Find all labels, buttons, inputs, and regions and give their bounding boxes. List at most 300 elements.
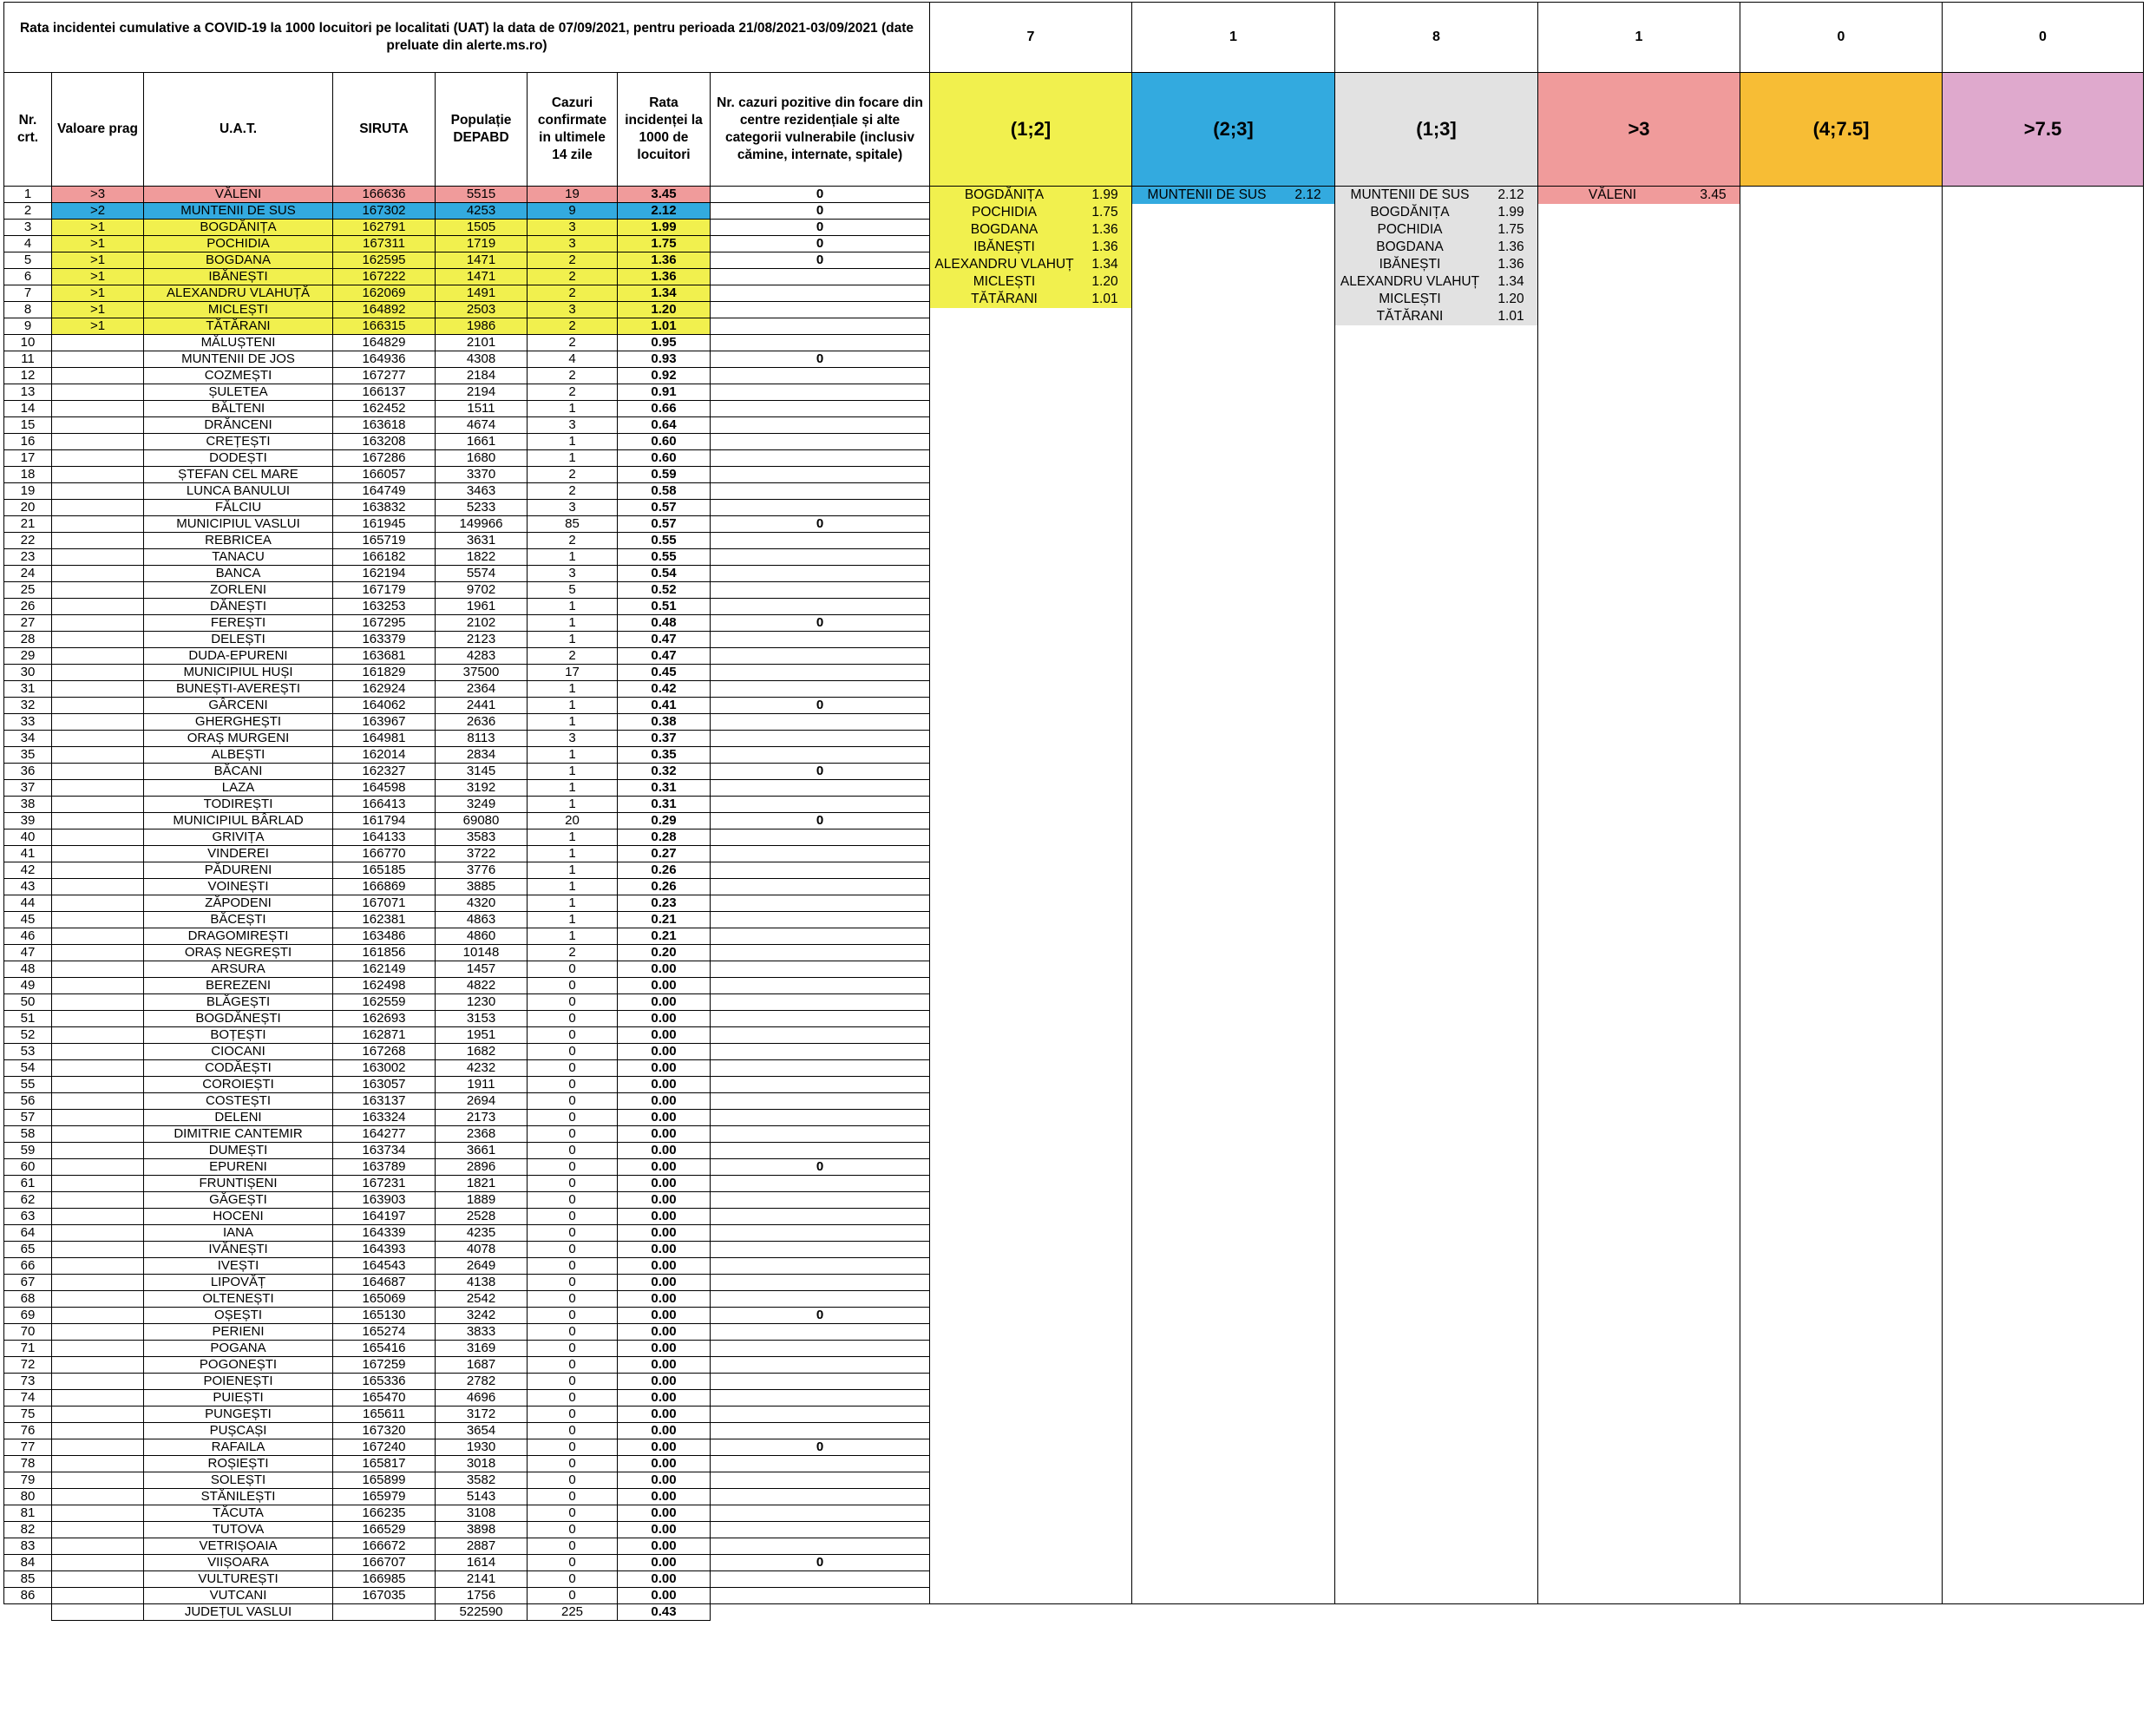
uat-cell: RAFAILA	[144, 1439, 333, 1456]
cazuri-cell: 3	[528, 220, 618, 236]
header-prag: Valoare prag	[52, 73, 144, 187]
category-list-item	[930, 273, 1131, 291]
focare-cell: 0	[711, 203, 930, 220]
rata-cell: 0.26	[618, 862, 711, 879]
uat-cell: OȘEȘTI	[144, 1308, 333, 1324]
rata-cell: 0.91	[618, 384, 711, 401]
uat-cell: MUNICIPIUL BÂRLAD	[144, 813, 333, 829]
siruta-cell: 164981	[333, 731, 436, 747]
focare-cell	[711, 566, 930, 582]
rata-cell: 0.54	[618, 566, 711, 582]
cazuri-cell: 1	[528, 780, 618, 797]
cazuri-cell: 1	[528, 895, 618, 912]
siruta-cell: 165274	[333, 1324, 436, 1341]
populatie-cell: 1687	[436, 1357, 528, 1374]
uat-cell: CREȚEȘTI	[144, 434, 333, 450]
cazuri-cell: 2	[528, 533, 618, 549]
prag-cell	[52, 1407, 144, 1423]
prag-cell: >3	[52, 187, 144, 203]
rata-cell: 0.57	[618, 500, 711, 516]
focare-cell	[711, 780, 930, 797]
nr-cell: 48	[4, 961, 52, 978]
rata-cell: 0.00	[618, 1571, 711, 1588]
rata-cell: 0.59	[618, 467, 711, 483]
focare-cell	[711, 1044, 930, 1060]
populatie-cell: 4235	[436, 1225, 528, 1242]
rata-cell: 0.00	[618, 1176, 711, 1192]
cazuri-cell: 0	[528, 1192, 618, 1209]
uat-cell: COSTEȘTI	[144, 1093, 333, 1110]
siruta-cell: 162069	[333, 285, 436, 302]
siruta-cell: 167295	[333, 615, 436, 632]
category-item-name: BOGDĂNIȚA	[1370, 205, 1450, 220]
prag-cell	[52, 829, 144, 846]
siruta-cell: 162693	[333, 1011, 436, 1027]
cazuri-cell: 1	[528, 450, 618, 467]
siruta-cell: 163832	[333, 500, 436, 516]
prag-cell	[52, 862, 144, 879]
nr-cell: 1	[4, 187, 52, 203]
cazuri-cell: 0	[528, 1060, 618, 1077]
siruta-cell: 167071	[333, 895, 436, 912]
category-item-name: POCHIDIA	[1377, 222, 1443, 237]
prag-cell	[52, 846, 144, 862]
cazuri-cell: 17	[528, 665, 618, 681]
populatie-cell: 3722	[436, 846, 528, 862]
total-rata: 0.43	[618, 1604, 711, 1621]
focare-cell	[711, 434, 930, 450]
focare-cell: 0	[711, 1555, 930, 1571]
nr-cell: 77	[4, 1439, 52, 1456]
siruta-cell: 166636	[333, 187, 436, 203]
nr-cell: 7	[4, 285, 52, 302]
focare-cell	[711, 417, 930, 434]
uat-cell: DELEȘTI	[144, 632, 333, 648]
siruta-cell: 164197	[333, 1209, 436, 1225]
prag-cell	[52, 1060, 144, 1077]
nr-cell: 66	[4, 1258, 52, 1275]
populatie-cell: 3661	[436, 1143, 528, 1159]
nr-cell: 3	[4, 220, 52, 236]
populatie-cell: 2101	[436, 335, 528, 351]
rata-cell: 0.00	[618, 1472, 711, 1489]
focare-cell	[711, 1588, 930, 1604]
nr-cell: 4	[4, 236, 52, 252]
total-cazuri: 225	[528, 1604, 618, 1621]
populatie-cell: 1471	[436, 252, 528, 269]
rata-cell: 0.27	[618, 846, 711, 862]
populatie-cell: 69080	[436, 813, 528, 829]
rata-cell: 0.00	[618, 1374, 711, 1390]
category-list-item	[1335, 239, 1537, 256]
focare-cell	[711, 318, 930, 335]
cazuri-cell: 1	[528, 698, 618, 714]
rata-cell: 1.75	[618, 236, 711, 252]
siruta-cell: 163967	[333, 714, 436, 731]
category-list-item	[930, 239, 1131, 256]
rata-cell: 0.60	[618, 434, 711, 450]
rata-cell: 0.00	[618, 1209, 711, 1225]
category-list-column	[930, 187, 1132, 1604]
focare-cell	[711, 895, 930, 912]
siruta-cell: 162149	[333, 961, 436, 978]
prag-cell	[52, 1505, 144, 1522]
cazuri-cell: 3	[528, 731, 618, 747]
populatie-cell: 2782	[436, 1374, 528, 1390]
prag-cell	[52, 1522, 144, 1538]
category-header: (1;2]	[930, 73, 1132, 187]
cazuri-cell: 3	[528, 302, 618, 318]
prag-cell	[52, 1192, 144, 1209]
focare-cell	[711, 1324, 930, 1341]
populatie-cell: 2173	[436, 1110, 528, 1126]
uat-cell: HOCENI	[144, 1209, 333, 1225]
uat-cell: POIENEȘTI	[144, 1374, 333, 1390]
prag-cell	[52, 1439, 144, 1456]
rata-cell: 0.38	[618, 714, 711, 731]
rata-cell: 0.00	[618, 1407, 711, 1423]
uat-cell: LAZA	[144, 780, 333, 797]
nr-cell: 35	[4, 747, 52, 764]
focare-cell: 0	[711, 187, 930, 203]
nr-cell: 13	[4, 384, 52, 401]
cazuri-cell: 1	[528, 632, 618, 648]
rata-cell: 0.92	[618, 368, 711, 384]
rata-cell: 3.45	[618, 187, 711, 203]
rata-cell: 0.00	[618, 1275, 711, 1291]
nr-cell: 37	[4, 780, 52, 797]
prag-cell	[52, 401, 144, 417]
populatie-cell: 1930	[436, 1439, 528, 1456]
prag-cell	[52, 615, 144, 632]
focare-cell	[711, 1341, 930, 1357]
category-item-value: 1.01	[1497, 309, 1524, 324]
uat-cell: ORAȘ NEGREȘTI	[144, 945, 333, 961]
rata-cell: 0.55	[618, 549, 711, 566]
nr-cell: 63	[4, 1209, 52, 1225]
focare-cell: 0	[711, 236, 930, 252]
category-count: 1	[1538, 3, 1740, 73]
uat-cell: CIOCANI	[144, 1044, 333, 1060]
rata-cell: 0.00	[618, 1456, 711, 1472]
prag-cell	[52, 1341, 144, 1357]
populatie-cell: 4232	[436, 1060, 528, 1077]
prag-cell: >1	[52, 252, 144, 269]
category-list	[1538, 187, 1740, 204]
category-item-name: POCHIDIA	[972, 205, 1037, 220]
nr-cell: 82	[4, 1522, 52, 1538]
category-count: 8	[1335, 3, 1538, 73]
uat-cell: ROȘIEȘTI	[144, 1456, 333, 1472]
header-populatie: Populație DEPABD	[436, 73, 528, 187]
category-item-name: IBĂNEȘTI	[1379, 257, 1441, 272]
uat-cell: IANA	[144, 1225, 333, 1242]
cazuri-cell: 1	[528, 862, 618, 879]
focare-cell	[711, 1505, 930, 1522]
focare-cell: 0	[711, 764, 930, 780]
prag-cell	[52, 1126, 144, 1143]
nr-cell: 79	[4, 1472, 52, 1489]
rata-cell: 2.12	[618, 203, 711, 220]
total-blank-siruta	[333, 1604, 436, 1621]
uat-cell: DĂNEȘTI	[144, 599, 333, 615]
siruta-cell: 163903	[333, 1192, 436, 1209]
prag-cell	[52, 1291, 144, 1308]
category-item-value: 1.99	[1091, 187, 1118, 202]
nr-cell: 70	[4, 1324, 52, 1341]
uat-cell: BEREZENI	[144, 978, 333, 994]
category-item-value: 1.36	[1091, 222, 1118, 237]
category-count: 1	[1132, 3, 1335, 73]
category-header: (4;7.5]	[1740, 73, 1943, 187]
populatie-cell: 3192	[436, 780, 528, 797]
category-list	[930, 187, 1131, 308]
prag-cell: >1	[52, 220, 144, 236]
populatie-cell: 1821	[436, 1176, 528, 1192]
populatie-cell: 3654	[436, 1423, 528, 1439]
focare-cell	[711, 549, 930, 566]
populatie-cell: 2887	[436, 1538, 528, 1555]
siruta-cell: 167286	[333, 450, 436, 467]
uat-cell: BUNEȘTI-AVEREȘTI	[144, 681, 333, 698]
populatie-cell: 4283	[436, 648, 528, 665]
total-blank-nr	[4, 1604, 52, 1621]
cazuri-cell: 2	[528, 483, 618, 500]
rata-cell: 0.00	[618, 1159, 711, 1176]
siruta-cell: 165979	[333, 1489, 436, 1505]
uat-cell: LUNCA BANULUI	[144, 483, 333, 500]
rata-cell: 0.00	[618, 1225, 711, 1242]
siruta-cell: 167311	[333, 236, 436, 252]
siruta-cell: 167240	[333, 1439, 436, 1456]
populatie-cell: 2834	[436, 747, 528, 764]
focare-cell: 0	[711, 220, 930, 236]
siruta-cell: 166770	[333, 846, 436, 862]
populatie-cell: 1756	[436, 1588, 528, 1604]
prag-cell	[52, 665, 144, 681]
category-item-name: ALEXANDRU VLAHUȚ	[1340, 274, 1480, 289]
incidence-table	[3, 2, 2144, 1621]
prag-cell: >1	[52, 236, 144, 252]
category-item-value: 1.36	[1497, 257, 1524, 272]
focare-cell	[711, 1192, 930, 1209]
rata-cell: 0.00	[618, 1258, 711, 1275]
category-list	[1132, 187, 1334, 204]
cazuri-cell: 0	[528, 1390, 618, 1407]
nr-cell: 47	[4, 945, 52, 961]
rata-cell: 1.01	[618, 318, 711, 335]
nr-cell: 9	[4, 318, 52, 335]
uat-cell: IVĂNEȘTI	[144, 1242, 333, 1258]
uat-cell: BOGDANA	[144, 252, 333, 269]
uat-cell: FRUNTIȘENI	[144, 1176, 333, 1192]
category-item-name: VĂLENI	[1588, 187, 1637, 202]
populatie-cell: 4078	[436, 1242, 528, 1258]
focare-cell	[711, 1093, 930, 1110]
prag-cell: >1	[52, 302, 144, 318]
category-list-column	[1538, 187, 1740, 1604]
category-item-value: 1.34	[1497, 274, 1524, 289]
uat-cell: ZORLENI	[144, 582, 333, 599]
category-item-value: 1.75	[1497, 222, 1524, 237]
rata-cell: 0.00	[618, 1390, 711, 1407]
cazuri-cell: 0	[528, 1258, 618, 1275]
category-list-item	[930, 204, 1131, 221]
focare-cell: 0	[711, 813, 930, 829]
populatie-cell: 2503	[436, 302, 528, 318]
rata-cell: 0.00	[618, 1505, 711, 1522]
populatie-cell: 3169	[436, 1341, 528, 1357]
prag-cell	[52, 1242, 144, 1258]
uat-cell: BOGDĂNEȘTI	[144, 1011, 333, 1027]
category-item-name: MUNTENII DE SUS	[1350, 187, 1470, 202]
populatie-cell: 3249	[436, 797, 528, 813]
nr-cell: 84	[4, 1555, 52, 1571]
category-header: (1;3]	[1335, 73, 1538, 187]
focare-cell	[711, 1077, 930, 1093]
focare-cell	[711, 269, 930, 285]
page-title: Rata incidentei cumulative a COVID-19 la 1000 locuitori pe localitati (UAT) la data de 07/09/2021, pentru perioada 21/08/2021-03/09/2021 (date preluate din alerte.ms.ro)	[4, 3, 930, 73]
focare-cell	[711, 978, 930, 994]
siruta-cell: 167035	[333, 1588, 436, 1604]
focare-cell	[711, 1472, 930, 1489]
focare-cell	[711, 1060, 930, 1077]
siruta-cell: 162327	[333, 764, 436, 780]
uat-cell: TĂCUTA	[144, 1505, 333, 1522]
prag-cell	[52, 599, 144, 615]
uat-cell: ALEXANDRU VLAHUȚĂ	[144, 285, 333, 302]
table-row	[4, 187, 2144, 203]
siruta-cell: 165130	[333, 1308, 436, 1324]
focare-cell	[711, 1275, 930, 1291]
nr-cell: 58	[4, 1126, 52, 1143]
prag-cell: >1	[52, 285, 144, 302]
category-count: 0	[1740, 3, 1943, 73]
prag-cell	[52, 681, 144, 698]
populatie-cell: 1961	[436, 599, 528, 615]
cazuri-cell: 2	[528, 467, 618, 483]
uat-cell: VUTCANI	[144, 1588, 333, 1604]
cazuri-cell: 1	[528, 846, 618, 862]
uat-cell: BĂCANI	[144, 764, 333, 780]
nr-cell: 60	[4, 1159, 52, 1176]
category-item-value: 1.34	[1091, 257, 1118, 272]
header-rata: Rata incidenței la 1000 de locuitori	[618, 73, 711, 187]
uat-cell: CODĂEȘTI	[144, 1060, 333, 1077]
siruta-cell: 165069	[333, 1291, 436, 1308]
siruta-cell: 167320	[333, 1423, 436, 1439]
uat-cell: GRIVIȚA	[144, 829, 333, 846]
category-item-value: 1.75	[1091, 205, 1118, 220]
siruta-cell: 163379	[333, 632, 436, 648]
total-row	[4, 1604, 2144, 1621]
focare-cell	[711, 797, 930, 813]
nr-cell: 72	[4, 1357, 52, 1374]
siruta-cell: 163618	[333, 417, 436, 434]
rata-cell: 0.58	[618, 483, 711, 500]
uat-cell: TUTOVA	[144, 1522, 333, 1538]
cazuri-cell: 1	[528, 615, 618, 632]
nr-cell: 78	[4, 1456, 52, 1472]
prag-cell	[52, 1027, 144, 1044]
uat-cell: ALBEȘTI	[144, 747, 333, 764]
category-list-column	[1943, 187, 2144, 1604]
rata-cell: 1.20	[618, 302, 711, 318]
uat-cell: IBĂNEȘTI	[144, 269, 333, 285]
nr-cell: 14	[4, 401, 52, 417]
cazuri-cell: 1	[528, 879, 618, 895]
populatie-cell: 3582	[436, 1472, 528, 1489]
siruta-cell: 162924	[333, 681, 436, 698]
focare-cell	[711, 1538, 930, 1555]
focare-cell	[711, 731, 930, 747]
prag-cell	[52, 384, 144, 401]
cazuri-cell: 0	[528, 1110, 618, 1126]
prag-cell	[52, 1110, 144, 1126]
populatie-cell: 1230	[436, 994, 528, 1011]
focare-cell	[711, 1571, 930, 1588]
siruta-cell: 167179	[333, 582, 436, 599]
rata-cell: 0.00	[618, 1143, 711, 1159]
nr-cell: 64	[4, 1225, 52, 1242]
nr-cell: 2	[4, 203, 52, 220]
prag-cell	[52, 1374, 144, 1390]
cazuri-cell: 0	[528, 1357, 618, 1374]
cazuri-cell: 0	[528, 1522, 618, 1538]
rata-cell: 0.00	[618, 1077, 711, 1093]
uat-cell: VĂLENI	[144, 187, 333, 203]
populatie-cell: 2364	[436, 681, 528, 698]
uat-cell: TANACU	[144, 549, 333, 566]
rata-cell: 0.66	[618, 401, 711, 417]
rata-cell: 0.20	[618, 945, 711, 961]
category-item-value: 1.20	[1091, 274, 1118, 289]
prag-cell	[52, 928, 144, 945]
prag-cell	[52, 1423, 144, 1439]
focare-cell	[711, 1027, 930, 1044]
uat-cell: BOȚEȘTI	[144, 1027, 333, 1044]
uat-cell: MUNTENII DE JOS	[144, 351, 333, 368]
uat-cell: BLĂGEȘTI	[144, 994, 333, 1011]
rata-cell: 1.36	[618, 269, 711, 285]
prag-cell	[52, 764, 144, 780]
nr-cell: 50	[4, 994, 52, 1011]
populatie-cell: 5233	[436, 500, 528, 516]
uat-cell: VULTUREȘTI	[144, 1571, 333, 1588]
focare-cell	[711, 1423, 930, 1439]
uat-cell: POGONEȘTI	[144, 1357, 333, 1374]
category-item-name: BOGDANA	[970, 222, 1039, 237]
nr-cell: 71	[4, 1341, 52, 1357]
siruta-cell: 164829	[333, 335, 436, 351]
prag-cell	[52, 368, 144, 384]
focare-cell	[711, 994, 930, 1011]
cazuri-cell: 19	[528, 187, 618, 203]
siruta-cell: 163734	[333, 1143, 436, 1159]
uat-cell: GÂRCENI	[144, 698, 333, 714]
category-item-value: 1.20	[1497, 292, 1524, 306]
populatie-cell: 3172	[436, 1407, 528, 1423]
cazuri-cell: 1	[528, 549, 618, 566]
prag-cell	[52, 533, 144, 549]
nr-cell: 12	[4, 368, 52, 384]
focare-cell	[711, 302, 930, 318]
prag-cell	[52, 1275, 144, 1291]
total-populatie: 522590	[436, 1604, 528, 1621]
siruta-cell: 163486	[333, 928, 436, 945]
category-count: 7	[930, 3, 1132, 73]
uat-cell: MUNTENII DE SUS	[144, 203, 333, 220]
